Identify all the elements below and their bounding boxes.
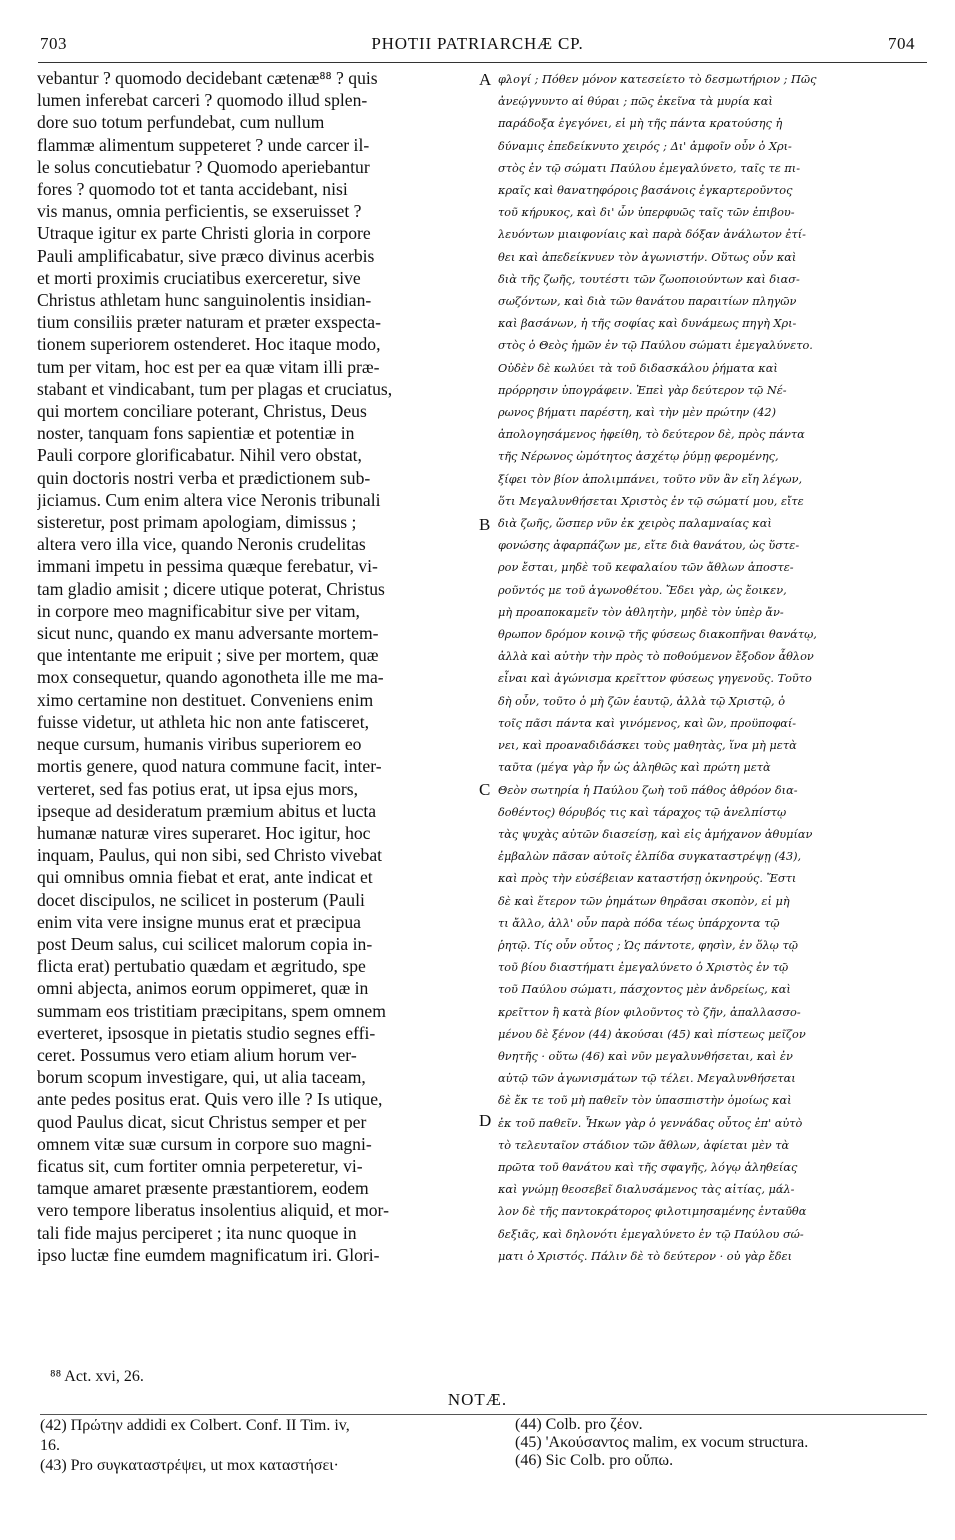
greek-text-line: μὴ προαποκαμεῖν τὸν ἀθλητὴν, μηδὲ τὸν ὑπὲρ ἄν-: [498, 605, 784, 619]
greek-text-line: διὰ τῆς ζωῆς, τουτέστι τῶν ζωοποιούντων καὶ διασ-: [498, 272, 800, 286]
greek-column: [498, 69, 923, 1268]
latin-text-line: quin doctoris nostri verba et prædictionem sub-: [37, 467, 371, 488]
latin-text-line: et morti proximis cruciatibus exerceretur, sive: [37, 267, 361, 288]
greek-text-line: τοῦ βίου διαστήματι ἐμεγαλύνετο ὁ Χριστὸς ἐν τῷ: [498, 961, 789, 975]
note-line: (42) Πρώτην addidi ex Colbert. Conf. II Tim. iv,: [40, 1417, 350, 1434]
greek-text-line: καὶ γνώμῃ θεοσεβεῖ διαλυσάμενος τὰς αἰτίας, μάλ-: [498, 1183, 795, 1197]
greek-text-line: σωζόντων, καὶ διὰ τῶν θανάτου παραιτίων πληγῶν: [498, 295, 797, 309]
latin-text-line: omnem vitæ suæ cursum in corpore suo magni-: [37, 1133, 372, 1154]
latin-text-line: altera vero illa vice, quando Neronis crudelitas: [37, 534, 366, 555]
page-number-right: 704: [888, 34, 915, 53]
latin-text-line: Utraque igitur ex parte Christi gloria in corpore: [37, 223, 371, 244]
greek-text-line: μένου δὲ ξένον (44) ἀκούσαι (45) καὶ πίστεως μεῖζον: [498, 1027, 806, 1041]
greek-text-line: ξίφει τὸν βίον ἀπολιμπάνει, τοῦτο νῦν ἂν εἴη λέγων,: [498, 472, 803, 486]
latin-text-line: sicut nunc, quando ex manu adversante mortem-: [37, 623, 379, 644]
latin-text-line: enim vita vere insigne munus erat et præcipua: [37, 911, 361, 932]
margin-marker-b: B: [479, 515, 491, 534]
greek-text-line: ἐκ τοῦ παθεῖν. Ἧκων γὰρ ὁ γεννάδας οὗτος ἐπ' αὐτὸ: [498, 1116, 803, 1130]
margin-marker-d: D: [479, 1111, 492, 1130]
notes-right-column: [515, 1416, 935, 1470]
header-rule: [38, 62, 927, 63]
greek-text-line: ἀπολογησάμενος ἠφείθη, τὸ δεύτερον δὲ, πρὸς πάντα: [498, 428, 805, 442]
latin-text-line: ipseque ad desideratum præmium abitus et lucta: [37, 800, 377, 821]
greek-text-line: θρωπον δρόμον κοινῷ τῆς φύσεως διακοπῆναι θανάτῳ,: [498, 628, 817, 642]
notae-rule: [40, 1414, 927, 1415]
greek-text-line: ματι ὁ Χριστός. Πάλιν δὲ τὸ δεύτερον · οὐ γὰρ ἔδει: [498, 1249, 792, 1263]
greek-text-line: καὶ βασάνων, ἡ τῆς σοφίας καὶ δυνάμεως πηγὴ Χρι-: [498, 317, 797, 331]
latin-text-line: sisteretur, post primam apologiam, dimissus ;: [37, 512, 357, 533]
latin-text-line: tali fide majus perciperet ; ita nunc quoque in: [37, 1222, 357, 1243]
greek-text-line: λευόντων μιαιφονίαις καὶ παρὰ δόξαν ἀνάλωτον ἐτί-: [498, 228, 806, 242]
latin-text-line: immani impetu in pessima quæque ferebatur, vi-: [37, 556, 378, 577]
latin-text-line: dore suo totum perfundebat, cum nullum: [37, 112, 325, 133]
greek-text-line: ροῦντός με τοῦ ἀγωνοθέτου. Ἔδει γὰρ, ὡς ἔοικεν,: [498, 583, 787, 597]
greek-text-line: τοῦ κήρυκος, καὶ δι' ὧν ὑπερφυῶς ταῖς τῶν ἐπιβου-: [498, 206, 795, 220]
latin-text-line: ximo certamine non destituet. Conveniens enim: [37, 689, 374, 710]
latin-text-line: tionem superiorem ostenderet. Hoc itaque modo,: [37, 334, 381, 355]
greek-text-line: διὰ ζωῆς, ὥσπερ νῦν ἐκ χειρὸς παλαμναίας καὶ: [498, 517, 772, 531]
latin-text-line: tium consiliis præter naturam et præter exspecta-: [37, 312, 381, 333]
latin-text-line: Christus athletam hunc sanguinolentis insidian-: [37, 290, 372, 311]
greek-text-line: νει, καὶ προαναδιδάσκει τοὺς μαθητὰς, ἵνα μὴ μετὰ: [498, 739, 797, 753]
latin-text-line: everteret, ipsosque in pietatis studio segnes effi-: [37, 1022, 376, 1043]
note-line: (46) Sic Colb. pro οὔπω.: [515, 1452, 674, 1469]
latin-text-line: ficatus sit, cum fortiter omnia perpeteretur, vi-: [37, 1155, 363, 1176]
greek-text-line: εἶναι καὶ ἀγώνισμα κρεῖττον φύσεως γηγενοῦς. Τοῦτο: [498, 672, 812, 686]
latin-text-line: borum scopum investigare, qui, ut alia taceam,: [37, 1067, 366, 1088]
latin-text-line: docet discipulos, ne scilicet in posterum (Pauli: [37, 889, 365, 910]
latin-text-line: quod Paulus dicat, sicut Christus semper et per: [37, 1111, 367, 1132]
greek-text-line: αὐτῷ τῶν ἀγωνισμάτων τῷ τέλει. Μεγαλυνθήσεται: [498, 1072, 796, 1086]
running-title: PHOTII PATRIARCHÆ CP.: [371, 34, 584, 53]
latin-text-line: tamque amaret præsente præstantiorem, eodem: [37, 1178, 369, 1199]
latin-text-line: stabant et vindicabant, tum per plagas et cruciatus,: [37, 378, 393, 399]
greek-text-line: δὲ ἔκ τε τοῦ μὴ παθεῖν τὸν ὑπασπιστὴν ὁμοίως καὶ: [498, 1094, 792, 1108]
latin-text-line: noster, tanquam fons sapientiæ et potentiæ in: [37, 423, 355, 444]
latin-text-line: omni abjecta, animos eorum oppimeret, quæ in: [37, 978, 369, 999]
latin-text-line: post Deum salus, cui scilicet malorum copia in-: [37, 933, 373, 954]
greek-text-line: δὴ οὖν, τοῦτο ὁ μὴ ζῶν ἑαυτῷ, ἀλλὰ τῷ Χριστῷ, ὁ: [498, 694, 786, 708]
margin-marker-c: C: [479, 780, 491, 799]
latin-text-line: neque cursum, humanis viribus superiorem eo: [37, 734, 362, 755]
latin-text-line: ipso luctæ fine eumdem magnificatum iri. Glori-: [37, 1244, 380, 1265]
page-number-left: 703: [40, 34, 67, 53]
greek-text-line: φλογί ; Πόθεν μόνον κατεσείετο τὸ δεσμωτήριον ; Πῶς: [498, 73, 817, 86]
note-line: (45) 'Ακούσαντος malim, ex vocum structura.: [515, 1434, 809, 1451]
margin-marker-a: A: [479, 70, 492, 89]
greek-text-line: ἀνεῴγνυντο αἱ θύραι ; πῶς ἐκεῖνα τὰ μυρία καὶ: [498, 95, 773, 109]
greek-text-line: πρῶτα τοῦ θανάτου καὶ τῆς σφαγῆς, λόγῳ ἀληθείας: [498, 1160, 798, 1174]
latin-text-line: fores ? quomodo tot et tanta accidebant, nisi: [37, 179, 348, 200]
latin-text-line: vis manus, omnia perficientis, se exseruisset ?: [37, 201, 362, 222]
latin-text-line: vebantur ? quomodo decidebant cætenæ⁸⁸ ? quis: [37, 68, 378, 88]
latin-text-line: inquam, Paulus, qui non sibi, sed Christo vivebat: [37, 845, 383, 866]
greek-text-line: στὸς ὁ Θεὸς ἡμῶν ἐν τῷ Παύλου σώματι ἐμεγαλύνετο.: [498, 339, 813, 353]
greek-text-line: δὲ καὶ ἕτερον τῶν ῥημάτων θηρᾶσαι σκοπὸν, εἰ μὴ: [498, 894, 790, 908]
greek-text-line: Οὐδὲν δὲ κωλύει τὰ τοῦ διδασκάλου ῥήματα καὶ: [498, 361, 778, 375]
notae-title: NOTÆ.: [447, 1390, 508, 1409]
greek-text-line: τῆς Νέρωνος ὠμότητος ἀσχέτῳ ῥύμῃ φερομένης,: [498, 450, 779, 464]
greek-text-line: λον δὲ τῆς παντοκράτορος φιλοτιμησαμένης ἐνταῦθα: [498, 1205, 807, 1219]
page-header: [0, 34, 955, 56]
note-line: (43) Pro συγκαταστρέψει, ut mox καταστήσει·: [40, 1457, 339, 1474]
greek-text-line: Θεὸν σωτηρία ἡ Παύλου ζωὴ τοῦ πάθος ἀθρόον δια-: [498, 783, 798, 797]
latin-text-line: le solus concutiebatur ? Quomodo aperiebantur: [37, 156, 370, 177]
latin-text-line: ceret. Possumus vero etiam alium horum ver-: [37, 1044, 357, 1065]
greek-text-line: δοθέντος) θόρυβός τις καὶ τάραχος τῷ ἀνελπίστῳ: [498, 805, 787, 819]
greek-text-line: ρον ἔσται, μηδὲ τοῦ κεφαλαίου τῶν ἄθλων ἀποστε-: [498, 561, 794, 575]
greek-text-line: θνητῆς · οὕτω (46) καὶ νῦν μεγαλυνθήσεται, καὶ ἐν: [498, 1049, 793, 1063]
latin-text-line: mox consequetur, quando agonotheta ille me ma-: [37, 667, 384, 688]
greek-text-line: πρόρρησιν ὑπογράφειν. Ἐπεὶ γὰρ δεύτερον τῷ Νέ-: [498, 383, 787, 397]
note-line: (44) Colb. pro ζέον.: [515, 1416, 643, 1433]
footnote: ⁸⁸ Act. xvi, 26.: [50, 1368, 144, 1385]
greek-text-line: καὶ πρὸς τὴν εὐσέβειαν καταστήσῃ ὀκνηρούς. Ἔστι: [498, 872, 797, 886]
greek-text-line: θει καὶ ἀπεδείκνυεν τὸν ἀγωνιστήν. Οὕτως οὖν καὶ: [498, 250, 797, 264]
latin-text-line: summam eos tristitiam præcipitans, spem omnem: [37, 1000, 386, 1021]
latin-text-line: que intentante me eripuit ; sive per mortem, quæ: [37, 645, 379, 666]
greek-text-line: τι ἄλλο, ἀλλ' οὖν παρὰ πόδα τέως ὑπάρχοντα τῷ: [498, 916, 780, 930]
latin-text-line: qui omnibus omnia fiebat et erat, ante indicat et: [37, 867, 373, 888]
latin-text-line: flicta erat) pertubatio quædam et ægritudo, spe: [37, 956, 366, 977]
latin-text-line: lumen inferebat carceri ? quomodo illud splen-: [37, 90, 368, 111]
greek-text-line: δύναμις ἐπεδείκνυτο χειρός ; Δι' ἀμφοῖν οὖν ὁ Χρι-: [498, 139, 792, 153]
latin-text-line: qui mortem conciliare poterant, Christus, Deus: [37, 401, 367, 422]
latin-text-line: mortis genere, quod natura commune facit, inter-: [37, 756, 382, 777]
greek-text-line: τὸ τελευταῖον στάδιον τῶν ἄθλων, ἀφίεται μὲν τὰ: [498, 1138, 790, 1152]
latin-text-line: tam gladio amisit ; dicere utique poterat, Christus: [37, 578, 385, 599]
greek-text-line: στὸς ἐν τῷ σώματι Παύλου ἐμεγαλύνετο, ταῖς τε πι-: [498, 161, 801, 175]
latin-text-line: ante pedes positus erat. Quis vero ille ? Is utique,: [37, 1089, 383, 1110]
greek-text-line: ρωνος βήματι παρέστη, καὶ τὴν μὲν πρώτην (42): [498, 406, 776, 420]
greek-text-line: κρεῖττον ἢ κατὰ βίον φιλοῦντος τὸ ζῆν, ἀπαλλασσο-: [498, 1005, 801, 1019]
latin-text-line: Pauli corpore glorificabatur. Nihil vero obstat,: [37, 445, 362, 466]
greek-text-line: φονώσης ἀφαρπάζων με, εἴτε διὰ θανάτου, ὡς ὕστε-: [498, 539, 800, 553]
greek-text-line: κραῖς καὶ θανατηφόροις βασάνοις ἐγκαρτεροῦντος: [498, 184, 793, 198]
note-line: 16.: [40, 1437, 60, 1454]
notes-left-column: [40, 1416, 480, 1476]
greek-text-line: τὰς ψυχὰς αὐτῶν διασείσῃ, καὶ εἰς ἀμήχανον ἀθυμίαν: [498, 827, 813, 841]
latin-text-line: fuisse videtur, ut athleta hic non ante fatisceret,: [37, 711, 369, 732]
greek-text-line: ἐμβαλὼν πᾶσαν αὐτοῖς ἐλπίδα συγκαταστρέψῃ (43),: [498, 850, 802, 864]
greek-text-line: τοῦ Παύλου σώματι, πάσχοντος μὲν ἀνδρείως, καὶ: [498, 983, 791, 997]
greek-text-line: τοῖς πᾶσι πάντα καὶ γινόμενος, καὶ ὢν, προϋποφαί-: [498, 716, 797, 730]
latin-text-line: tum per vitam, hoc est per ea quæ vitam illi præ-: [37, 356, 380, 377]
greek-text-line: ὅτι Μεγαλυνθήσεται Χριστὸς ἐν τῷ σώματί μου, εἴτε: [498, 494, 804, 508]
latin-text-line: humanæ naturæ vires superaret. Hoc igitur, hoc: [37, 822, 371, 843]
latin-text-line: jiciamus. Cum enim altera vice Neronis tribunali: [37, 489, 381, 510]
latin-text-line: vero tempore liberatus insolentius aliquid, et mor-: [37, 1200, 389, 1221]
latin-column: [37, 67, 475, 1266]
greek-text-line: ῥητῷ. Τίς οὖν οὗτος ; Ὡς πάντοτε, φησὶν, ἐν ὅλῳ τῷ: [498, 938, 798, 952]
latin-text-line: in corpore meo magnificabitur sive per vitam,: [37, 600, 360, 621]
greek-text-line: ἀλλὰ καὶ αὐτὴν τὴν πρὸς τὸ ποθούμενον ἔξοδον ἆθλον: [498, 650, 814, 664]
greek-text-line: παράδοξα ἐγεγόνει, εἰ μὴ τῆς πάντα κρατούσης ἡ: [498, 117, 783, 131]
latin-text-line: verteret, sed fas potius erat, ut ipsa ejus mors,: [37, 778, 359, 799]
greek-text-line: ταῦτα (μέγα γὰρ ἦν ὡς ἀληθῶς καὶ πρώτη μετὰ: [498, 761, 771, 775]
greek-text-line: δεξιᾶς, καὶ δηλονότι ἐμεγαλύνετο ἐν τῷ Παύλου σώ-: [498, 1227, 804, 1241]
latin-text-line: Pauli amplificabatur, sive præco divinus acerbis: [37, 245, 375, 266]
latin-text-line: flammæ alimentum suppeteret ? unde carcer il-: [37, 134, 370, 155]
